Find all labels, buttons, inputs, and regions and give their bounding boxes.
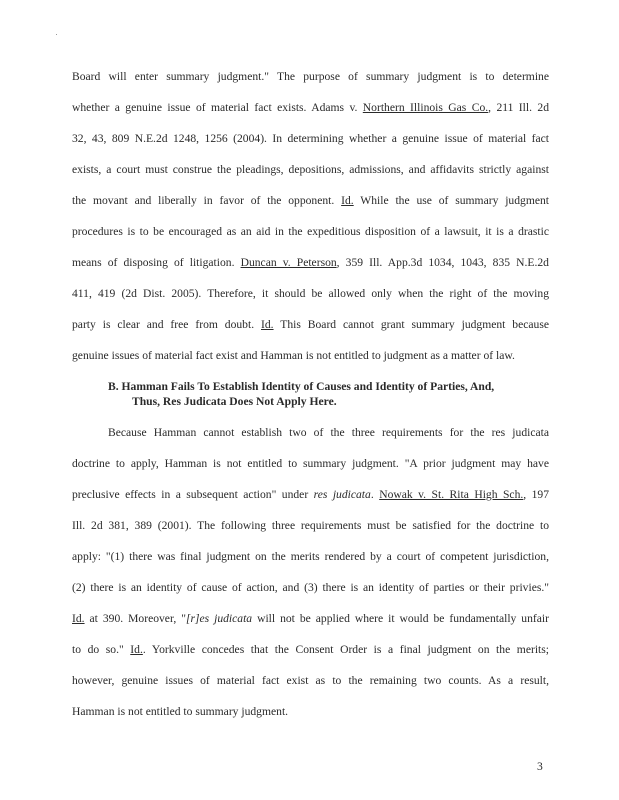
body-text-line: (2) there is an identity of cause of action, and (3) there is an identity of parties or their privies." xyxy=(72,581,549,594)
body-text-line: whether a genuine issue of material fact exists. Adams v. Northern Illinois Gas Co., 211 Ill. 2d xyxy=(72,101,549,114)
body-text-line: Id. at 390. Moreover, "[r]es judicata will not be applied where it would be fundamentally unfair xyxy=(72,612,549,625)
latin-term: res judicata xyxy=(313,488,371,501)
section-heading-b-continued: Thus, Res Judicata Does Not Apply Here. xyxy=(132,395,337,408)
case-citation: Id. xyxy=(341,194,354,207)
body-text-line: preclusive effects in a subsequent action" under res judicata. Nowak v. St. Rita High Sch., 197 xyxy=(72,488,550,501)
body-text-line: exists, a court must construe the pleadings, depositions, admissions, and affidavits strictly against xyxy=(72,163,549,176)
case-citation: Northern Illinois Gas Co. xyxy=(362,101,489,114)
body-text-line: apply: "(1) there was final judgment on the merits rendered by a court of competent jurisdiction, xyxy=(72,550,549,563)
body-text-line: means of disposing of litigation. Duncan v. Peterson, 359 Ill. App.3d 1034, 1043, 835 N.E.2d xyxy=(72,256,549,269)
body-text-line: to do so." Id.. Yorkville concedes that the Consent Order is a final judgment on the merits; xyxy=(72,643,549,656)
body-text-line: Ill. 2d 381, 389 (2001). The following three requirements must be satisfied for the doctrine to xyxy=(72,519,549,532)
latin-term: [r]es judicata xyxy=(185,612,253,625)
body-text-line: procedures is to be encouraged as an aid in the expeditious disposition of a lawsuit, it is a drastic xyxy=(72,225,549,238)
body-text-line: Board will enter summary judgment." The purpose of summary judgment is to determine xyxy=(72,70,549,83)
case-citation: Id. xyxy=(72,612,85,625)
section-heading-b: B. Hamman Fails To Establish Identity of Causes and Identity of Parties, And, xyxy=(108,380,495,393)
body-text-line: Because Hamman cannot establish two of the three requirements for the res judicata xyxy=(108,426,549,439)
case-citation: Duncan v. Peterson xyxy=(240,256,337,269)
page-number: 3 xyxy=(537,760,543,773)
body-text-line: 32, 43, 809 N.E.2d 1248, 1256 (2004). In determining whether a genuine issue of material fact xyxy=(72,132,549,145)
body-text-line: the movant and liberally in favor of the opponent. Id. While the use of summary judgment xyxy=(72,194,549,207)
case-citation: Id. xyxy=(261,318,274,331)
case-citation: Nowak v. St. Rita High Sch. xyxy=(379,488,524,501)
body-text-line: genuine issues of material fact exist and Hamman is not entitled to judgment as a matter of law. xyxy=(72,349,515,362)
body-text-line: doctrine to apply, Hamman is not entitled to summary judgment. "A prior judgment may have xyxy=(72,457,549,470)
body-text-line: party is clear and free from doubt. Id. This Board cannot grant summary judgment because xyxy=(72,318,549,331)
scan-speck xyxy=(56,34,57,35)
body-text-line: Hamman is not entitled to summary judgment. xyxy=(72,705,289,718)
body-text-line: however, genuine issues of material fact exist as to the remaining two counts. As a result, xyxy=(72,674,549,687)
case-citation: Id. xyxy=(130,643,143,656)
body-text-line: 411, 419 (2d Dist. 2005). Therefore, it should be allowed only when the right of the moving xyxy=(72,287,549,300)
